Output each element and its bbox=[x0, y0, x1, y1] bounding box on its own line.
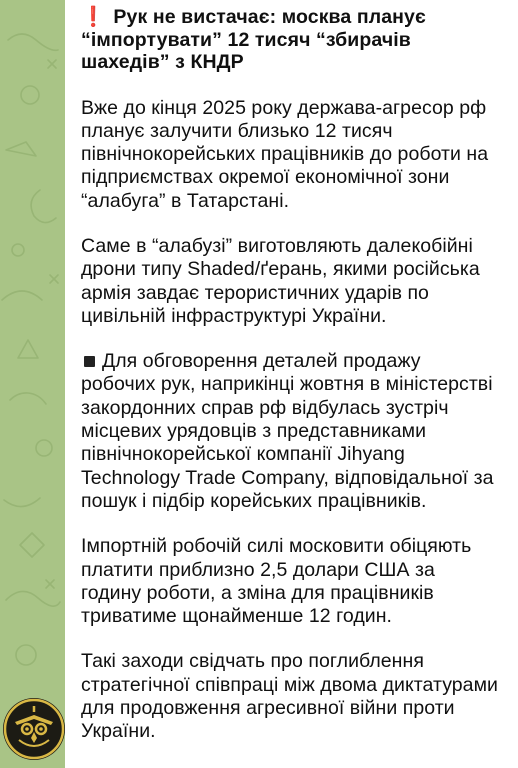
message-paragraph-1: Вже до кінця 2025 року держава-агресор рф планує залучити близько 12 тисяч північнокорейських працівників до роботи на підприємствах окремої економічної зони “алабуга” в Татарстані. bbox=[81, 96, 489, 212]
message-title-text: Рук не вистачає: москва планує “імпортувати” 12 тисяч “збирачів шахедів” з КНДР bbox=[81, 6, 426, 73]
channel-avatar[interactable] bbox=[3, 698, 65, 760]
message-paragraph-2: Саме в “алабузі” виготовляють далекобійні дрони типу Shaded/ґерань, якими російська армія завдає терористичних ударів по цивільній інфраструктурі України. bbox=[81, 234, 480, 327]
message-paragraph-4: Імпортній робочій силі московити обіцяють платити приблизно 2,5 долари США за годину роботи, а зміна для працівників триватиме щонайменше 12 годин. bbox=[81, 535, 472, 628]
message-paragraph-3-text: Для обговорення деталей продажу робочих рук, наприкінці жовтня в міністерстві закордонних справ рф відбулась зустріч місцевих урядовців з представниками північнокорейської компанії Jihyang Technology Trade Company, відповідальної за пошук і підбір корейських працівників. bbox=[81, 350, 494, 512]
message-title bbox=[81, 6, 498, 74]
message-paragraph-5: Такі заходи свідчать про поглиблення стратегічної співпраці між двома диктатурами для продовження агресивної війни проти України. bbox=[81, 650, 498, 743]
message-paragraph-3 bbox=[81, 350, 498, 513]
red-exclamation-icon: ❗ bbox=[81, 6, 106, 28]
black-square-icon bbox=[84, 356, 95, 367]
message-bubble bbox=[65, 0, 518, 768]
owl-sword-emblem-icon bbox=[3, 698, 65, 760]
